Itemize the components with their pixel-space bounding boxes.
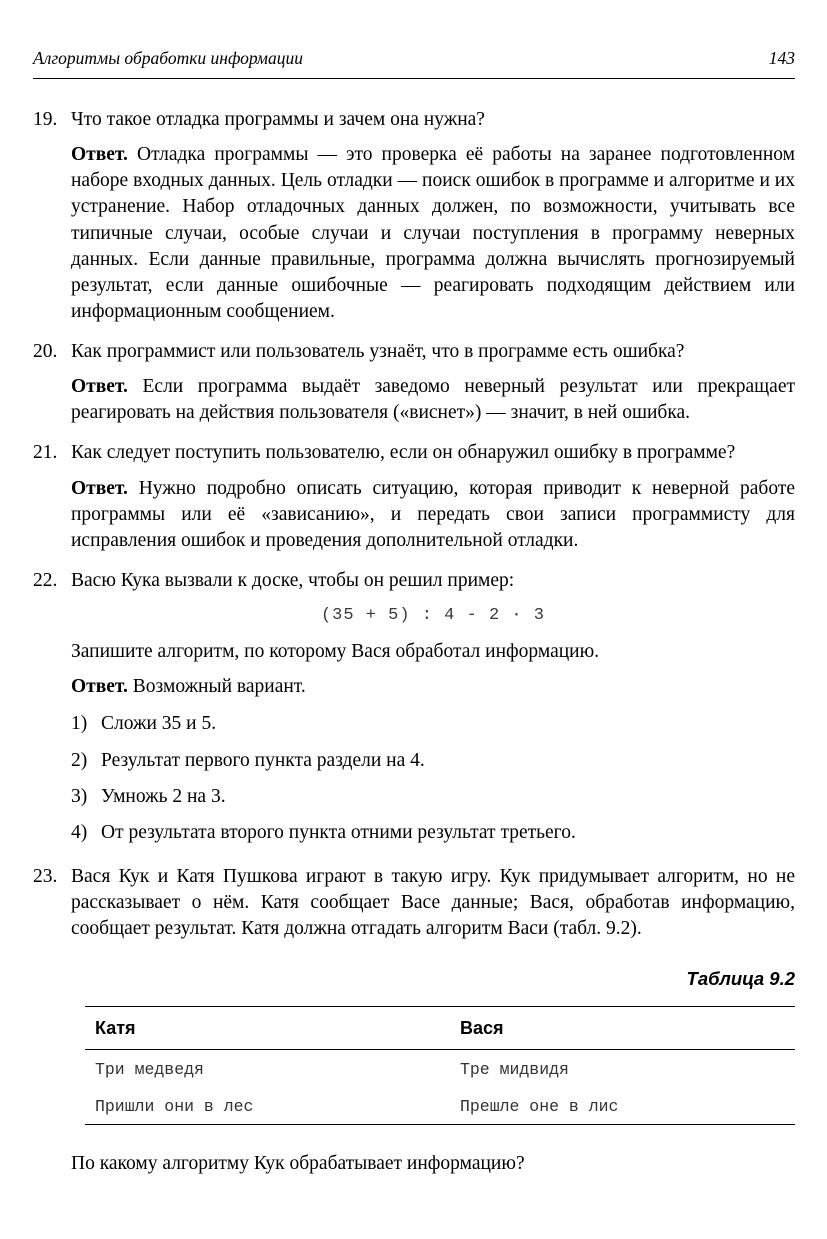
table-head bbox=[85, 1007, 795, 1050]
step-number: 4) bbox=[71, 822, 88, 844]
task-text: Запишите алгоритм, по которому Вася обработал информацию. bbox=[71, 641, 600, 662]
step-text: От результата второго пункта отними результат третьего. bbox=[101, 822, 576, 844]
answer-label: Ответ. bbox=[71, 144, 128, 166]
running-header bbox=[33, 48, 795, 79]
question-row bbox=[33, 107, 795, 133]
table-cell: Три медведя bbox=[95, 1060, 204, 1079]
step-item bbox=[71, 820, 795, 845]
question-number: 20. bbox=[33, 341, 58, 362]
answer-label: Ответ. bbox=[71, 477, 128, 499]
step-text: Результат первого пункта раздели на 4. bbox=[101, 749, 425, 771]
table-header-vasya: Вася bbox=[450, 1007, 795, 1050]
step-item bbox=[71, 784, 795, 809]
qa-item-21 bbox=[33, 440, 795, 554]
table-cell: Тре мидвидя bbox=[460, 1060, 569, 1079]
qa-item-19 bbox=[33, 107, 795, 325]
question-text: Вася Кук и Катя Пушкова играют в такую игру. Кук придумывает алгоритм, но не рассказывает о нём. Катя сообщает Васе данные; Вася, обработав информацию, сообщает результат. Катя должна отгадать алгоритм Васи (табл. 9.2). bbox=[71, 865, 795, 939]
table-caption: Таблица 9.2 bbox=[686, 968, 795, 989]
question-number: 21. bbox=[33, 442, 58, 464]
answer-text: Отладка программы — это проверка её работы на заранее подготовленном наборе входных данных. Цель отладки — поиск ошибок в программе и алгоритме и их устранение. Набор отладочных данных должен, по возможности, учитывать все типичные случаи, особые случаи и случаи поступления в программу неверных данных. Если данные правильные, программа должна вычислять прогнозируемый результат, если данные ошибочные — реагировать подходящим действием или информационным сообщением. bbox=[71, 144, 796, 322]
question-row bbox=[33, 568, 795, 594]
qa-item-20 bbox=[33, 339, 795, 426]
step-number: 3) bbox=[71, 785, 88, 807]
answer-paragraph bbox=[71, 674, 795, 700]
answer-paragraph bbox=[71, 142, 795, 325]
chapter-title: Алгоритмы обработки информации bbox=[33, 48, 303, 68]
answer-text: Нужно подробно описать ситуацию, которая приводит к неверной работе программы или её «зависанию», и передать свои записи программисту для исправления ошибок и проведения дополнительной отладки. bbox=[71, 477, 796, 551]
question-row bbox=[33, 440, 795, 466]
answer-label: Ответ. bbox=[71, 376, 128, 398]
page-number: 143 bbox=[768, 48, 795, 68]
question-text: Васю Кука вызвали к доске, чтобы он решил пример: bbox=[71, 569, 515, 591]
question-row bbox=[33, 339, 795, 365]
question-row bbox=[33, 864, 795, 942]
question-text: Как программист или пользователь узнаёт, что в программе есть ошибка? bbox=[71, 341, 685, 362]
question-text: Как следует поступить пользователю, если он обнаружил ошибку в программе? bbox=[71, 442, 736, 464]
step-number: 1) bbox=[71, 713, 88, 735]
table-header-row bbox=[85, 1007, 795, 1050]
answer-paragraph bbox=[71, 374, 795, 426]
table-cell: Прешле оне в лис bbox=[460, 1097, 619, 1116]
table-header-katya: Катя bbox=[85, 1007, 450, 1050]
game-table bbox=[85, 1006, 795, 1125]
table-row bbox=[85, 1050, 795, 1088]
question-number: 23. bbox=[33, 865, 58, 887]
algorithm-steps bbox=[33, 711, 795, 845]
answer-intro: Возможный вариант. bbox=[132, 676, 306, 698]
closing-question: По какому алгоритму Кук обрабатывает информацию? bbox=[71, 1153, 525, 1174]
step-number: 2) bbox=[71, 749, 88, 771]
step-item bbox=[71, 711, 795, 736]
qa-item-22 bbox=[33, 568, 795, 846]
table-cell: Пришли они в лес bbox=[95, 1097, 254, 1116]
step-text: Умножь 2 на 3. bbox=[101, 785, 226, 807]
step-text: Сложи 35 и 5. bbox=[101, 713, 217, 735]
answer-label: Ответ. bbox=[71, 676, 128, 698]
math-expression: (35 + 5) : 4 - 2 · 3 bbox=[320, 606, 546, 625]
table-row bbox=[85, 1087, 795, 1125]
question-number: 22. bbox=[33, 569, 58, 591]
answer-paragraph bbox=[71, 476, 795, 554]
qa-item-23 bbox=[33, 864, 795, 1175]
table-body bbox=[85, 1050, 795, 1125]
answer-text: Если программа выдаёт заведомо неверный результат или прекращает реагировать на действия пользователя («виснет») — значит, в ней ошибка. bbox=[71, 376, 795, 424]
question-number: 19. bbox=[33, 109, 58, 130]
step-item bbox=[71, 748, 795, 773]
question-text: Что такое отладка программы и зачем она нужна? bbox=[71, 109, 485, 130]
